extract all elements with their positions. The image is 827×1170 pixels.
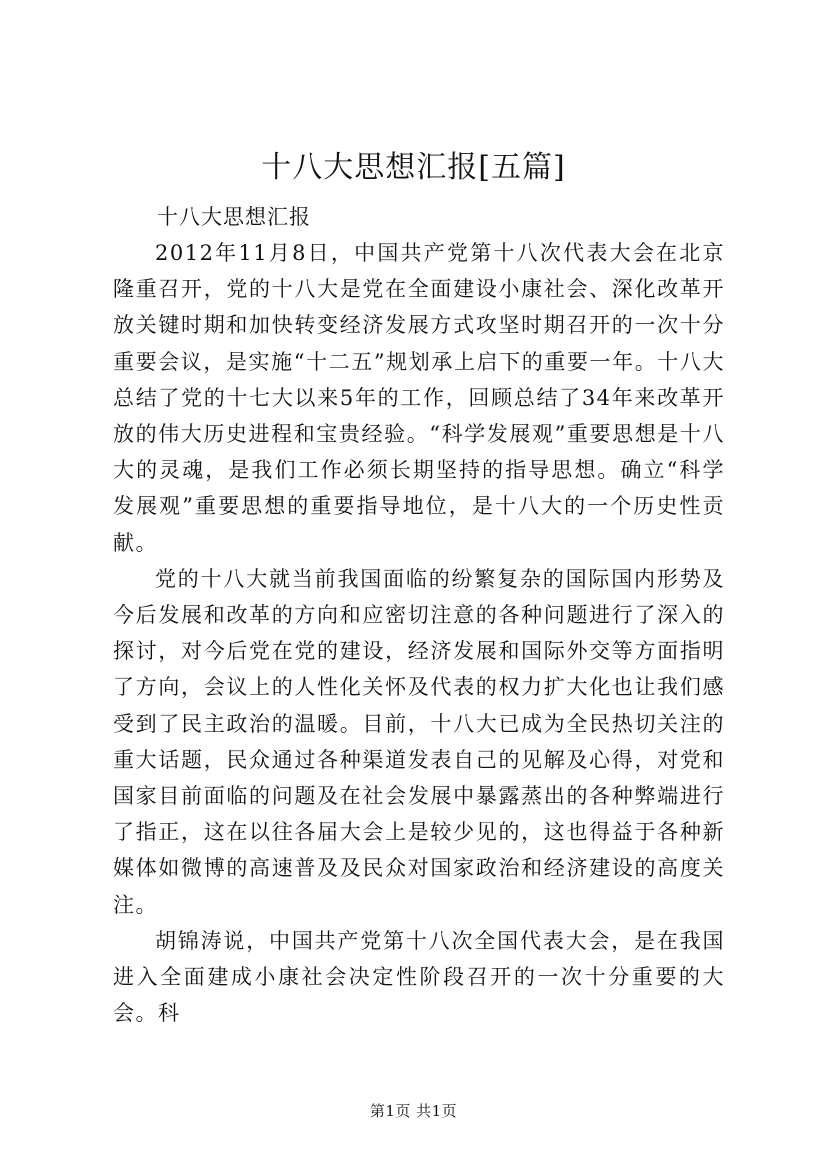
page-footer: 第1页 共1页 — [369, 1102, 458, 1120]
paragraph-1: 2012年11月8日，中国共产党第十八次代表大会在北京隆重召开，党的十八大是党在全面建设小康社会、深化改革开放关键时期和加快转变经济发展方式攻坚时期召开的一次十分重要会议，是实施“十二五”规划承上启下的重要一年。十八大总结了党的十七大以来5年的工作，回顾总结了34年来改革开放的伟大历史进程和宝贵经验。“科学发展观”重要思想是十八大的灵魂，是我们工作必须长期坚持的指导思想。确立“科学发展观”重要思想的重要指导地位，是十八大的一个历史性贡献。 — [113, 241, 725, 555]
section-heading: 十八大思想汇报 — [157, 205, 311, 229]
paragraph-2: 党的十八大就当前我国面临的纷繁复杂的国际国内形势及今后发展和改革的方向和应密切注意的各种问题进行了深入的探讨，对今后党在党的建设，经济发展和国际外交等方面指明了方向，会议上的人性化关怀及代表的权力扩大化也让我们感受到了民主政治的温暖。目前，十八大已成为全民热切关注的重大话题，民众通过各种渠道发表自己的见解及心得，对党和国家目前面临的问题及在社会发展中暴露蒸出的各种弊端进行了指正，这在以往各届大会上是较少见的，这也得益于各种新媒体如微博的高速普及及民众对国家政治和经济建设的高度关注。 — [113, 566, 725, 917]
document-body — [113, 199, 725, 1031]
document-title: 十八大思想汇报[五篇] — [261, 150, 566, 185]
paragraph-3: 胡锦涛说，中国共产党第十八次全国代表大会，是在我国进入全面建成小康社会决定性阶段召开的一次十分重要的大会。科 — [113, 928, 725, 1026]
